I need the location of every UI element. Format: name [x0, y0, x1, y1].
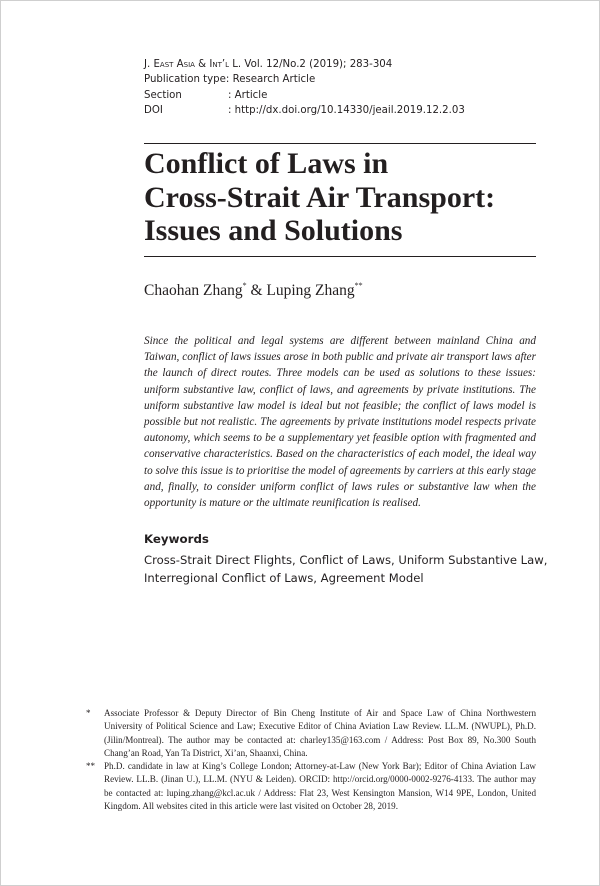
journal-citation: [144, 57, 465, 72]
footnote-1: [86, 707, 536, 760]
publication-type-value: : Research Article: [225, 74, 316, 86]
journal-prefix: J.: [144, 59, 154, 70]
section-row: [144, 88, 465, 103]
keywords-heading: Keywords: [144, 532, 209, 546]
doi-label: DOI: [144, 105, 163, 117]
title-line-3: Issues and Solutions: [144, 214, 403, 247]
section-value: : Article: [228, 89, 268, 101]
footnote-2-text: Ph.D. candidate in law at King’s College London; Attorney-at-Law (New York Bar); Editor of China Aviation Law Review. LL.B. (Jinan U.), LL.M. (NYU & Leiden). ORCID: http://orcid.org/0000-0002-9276-4133. The author may be contacted at: luping.zhang@kcl.ac.uk / Address: Flat 23, West Kensington Mansion, W14 9PE, London, United Kingdom. All websites cited in this article were last visited on October 28, 2019.: [104, 761, 536, 812]
footnote-2: [86, 760, 536, 813]
author-line: [144, 281, 363, 300]
footnote-marker-1[interactable]: *: [242, 281, 247, 290]
title-line-2: Cross-Strait Air Transport:: [144, 180, 496, 214]
footnote-marker-2[interactable]: **: [354, 281, 363, 290]
title-line-1: Conflict of Laws in: [144, 147, 389, 180]
publication-type-label: Publication type: [144, 74, 226, 86]
title-bottom-rule: [144, 256, 536, 257]
publication-type-row: [144, 72, 465, 87]
journal-name-part2: Int’l: [209, 59, 230, 70]
section-label: Section: [144, 89, 182, 101]
keywords-line-2: Interregional Conflict of Laws, Agreement Model: [144, 571, 424, 585]
author-separator: &: [246, 282, 267, 299]
footnote-1-marker: *: [86, 708, 91, 718]
footnote-2-marker: **: [86, 761, 96, 772]
article-metadata: [144, 57, 465, 119]
abstract: Since the political and legal systems are different between mainland China and Taiwan, conflict of laws issues arose in both public and private air transport laws after the launch of direct routes. Three models can be used as solutions to these issues: uniform substantive law, conflict of laws, and agreements by private institutions. The uniform substantive law model is ideal but not feasible; the conflict of laws model is possible but not realistic. The agreements by private institutions model respects private autonomy, which seems to be a supplementary yet feasible option with fragmented and conservative characteristics. Based on the characteristics of each model, the ideal way to solve this issue is to prioritise the model of agreements by carriers at this early stage and, finally, to consider uniform conflict of laws rules or substantive law when the opportunity is mature or the ultimate reunification is realised.: [144, 335, 536, 510]
article-title: [144, 147, 536, 248]
title-top-rule: [144, 143, 536, 144]
author-name-1: Chaohan Zhang: [144, 282, 243, 299]
journal-name-part1: East Asia: [153, 59, 195, 70]
footnotes: [86, 707, 536, 813]
doi-link[interactable]: : http://dx.doi.org/10.14330/jeail.2019.12.2.03: [228, 105, 465, 117]
keywords-list: [144, 551, 548, 587]
doi-row: [144, 103, 465, 118]
keywords-line-1: Cross-Strait Direct Flights, Conflict of Laws, Uniform Substantive Law,: [144, 553, 548, 567]
author-name-2: Luping Zhang: [266, 282, 355, 299]
journal-volume-pages: L. Vol. 12/No.2 (2019); 283-304: [229, 59, 393, 70]
journal-name-mid: &: [194, 59, 210, 70]
footnote-1-text: Associate Professor & Deputy Director of Bin Cheng Institute of Air and Space Law of China Northwestern University of Political Science and Law; Executive Editor of China Aviation Law Review. LL.M. (NWUPL), Ph.D. (Jilin/Montreal). The author may be contacted at: charley135@163.com / Address: Post Box 89, No.300 South Chang’an Road, Yan Ta District, Xi’an, Shaanxi, China.: [104, 708, 536, 758]
